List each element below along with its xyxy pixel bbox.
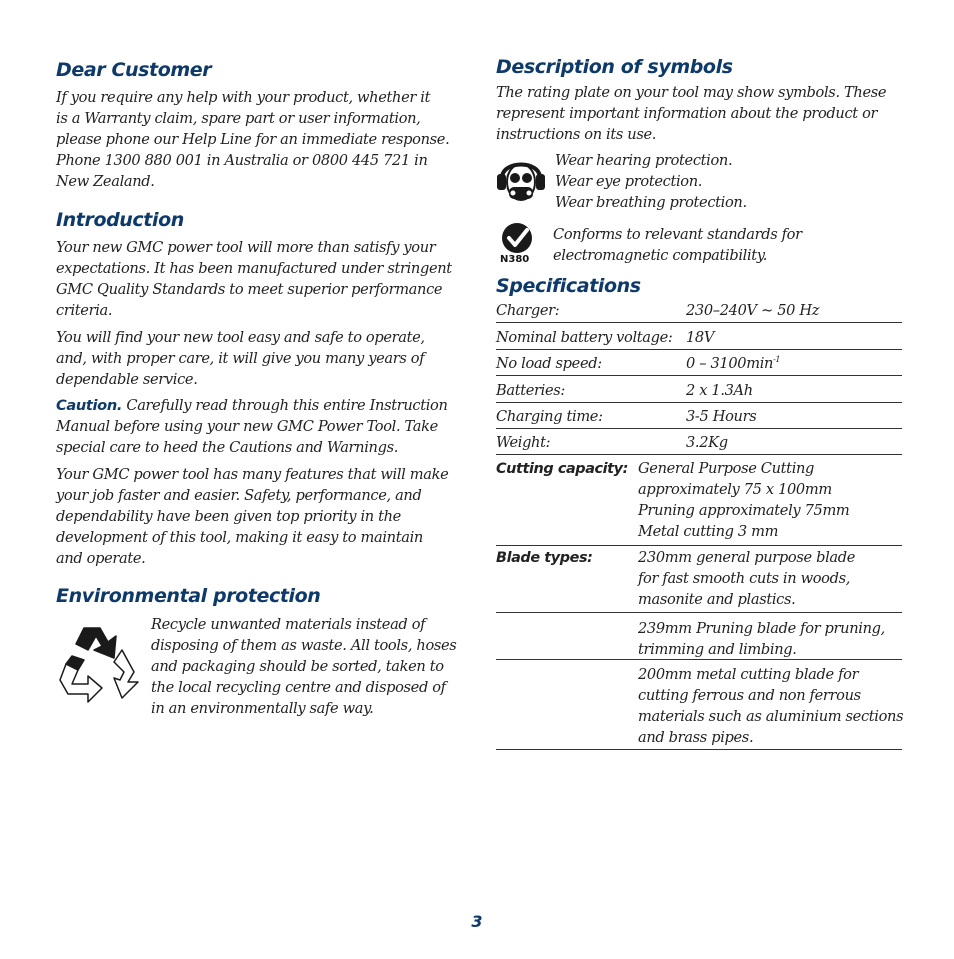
spec-row-no-load-speed: No load speed: $0 - 3100\min^{-1}$: [496, 349, 902, 376]
c-tick-icon: [500, 222, 534, 254]
introduction-paragraph-2: You will find your new tool easy and safe to operate, and, with proper care, it will give you many years of dependable service.: [56, 329, 425, 388]
spec-blade-types: Blade types: 230mm general purpose blade for fast smooth cuts in woods, masonite and plastics.: [496, 547, 902, 613]
introduction-paragraph-1: Your new GMC power tool will more than satisfy your expectations. It has been manufactured under stringent GMC Quality Standards to meet superior performance criteria.: [56, 239, 452, 319]
ppe-text: Wear hearing protection. Wear eye protection. Wear breathing protection.: [555, 152, 747, 211]
c-tick-text: Conforms to relevant standards for electromagnetic compatibility.: [553, 226, 802, 264]
page-number: 3: [471, 912, 483, 931]
dear-customer-text: If you require any help with your product, whether it is a Warranty claim, spare part or user information, please phone our Help Line for an immediate response. Phone 1300 880 001 in Australia or 0800 445 721 in New Zealand.: [56, 89, 450, 190]
c-tick-code: N380: [500, 254, 530, 265]
spec-blade-metal: 200mm metal cutting blade for cutting ferrous and non ferrous materials such as aluminium sections and brass pipes.: [496, 662, 902, 750]
specifications-heading: Specifications: [496, 275, 641, 297]
environmental-heading: Environmental protection: [56, 585, 321, 607]
introduction-paragraph-4: Your GMC power tool has many features that will make your job faster and easier. Safety, performance, and dependability have been given top priority in the development of this tool, making it easy to maintain and operate.: [56, 466, 449, 567]
spec-blade-pruning: 239mm Pruning blade for pruning, trimming and limbing.: [496, 614, 902, 660]
protection-gear-icon: [496, 152, 546, 208]
spec-row-weight: Weight: 3.2Kg: [496, 428, 902, 455]
spec-cutting-capacity: Cutting capacity: General Purpose Cutting approximately 75 x 100mm Pruning approximately 75mm Metal cutting 3 mm: [496, 458, 902, 546]
spec-row-battery-voltage: Nominal battery voltage: 18V: [496, 323, 902, 350]
symbols-heading: Description of symbols: [496, 56, 733, 78]
spec-row-charger: Charger: 230–240V ~ 50 Hz: [496, 296, 902, 323]
symbols-intro: The rating plate on your tool may show symbols. These represent important information about the product or instructions on its use.: [496, 84, 887, 143]
caution-label: Caution.: [56, 397, 123, 414]
recycle-icon: [58, 620, 146, 704]
caution-paragraph: Caution. Carefully read through this entire Instruction Manual before using your new GMC Power Tool. Take special care to heed the Cautions and Warnings.: [56, 397, 448, 456]
introduction-heading: Introduction: [56, 209, 184, 231]
dear-customer-heading: Dear Customer: [56, 59, 212, 81]
spec-row-batteries: Batteries: 2 x 1.3Ah: [496, 376, 902, 403]
environmental-text: Recycle unwanted materials instead of disposing of them as waste. All tools, hoses and packaging should be sorted, taken to the local recycling centre and disposed of in an environmentally safe way.: [151, 616, 457, 717]
spec-row-charging-time: Charging time: 3-5 Hours: [496, 402, 902, 429]
